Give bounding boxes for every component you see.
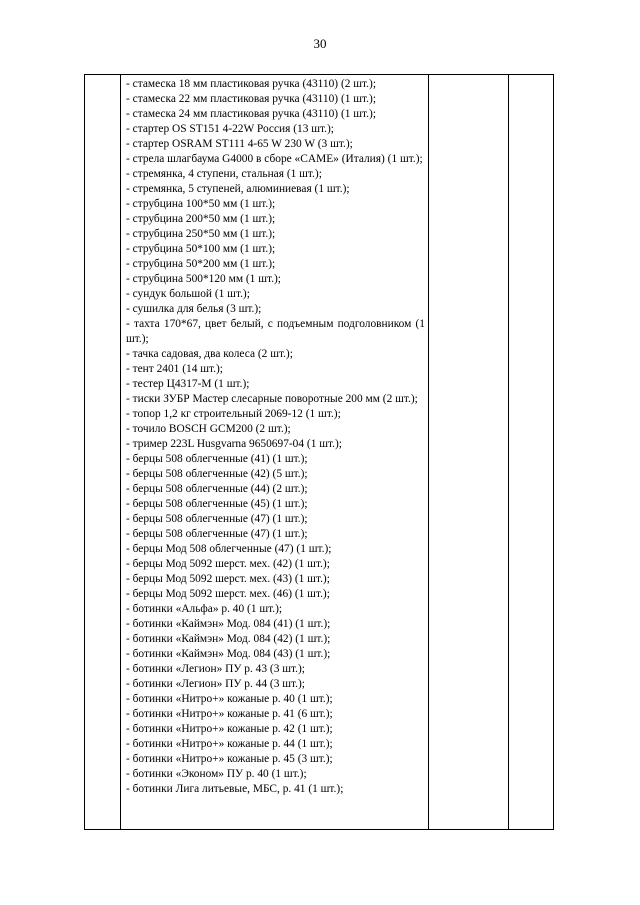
page-number: 30 [313,36,327,51]
list-item: - берцы 508 облегченные (41) (1 шт.); [126,453,308,465]
list-item: - струбцина 50*200 мм (1 шт.); [126,258,276,270]
table-column-empty-1 [429,75,509,829]
list-item: - стартер OSRAM ST111 4-65 W 230 W (3 шт.); [126,138,353,150]
list-item: - струбцина 200*50 мм (1 шт.); [126,213,276,225]
list-item: - берцы Мод 5092 шерст. мех. (43) (1 шт.); [126,573,330,585]
table-column-items [121,75,429,829]
list-item: - стамеска 24 мм пластиковая ручка (43110) (1 шт.); [126,108,376,120]
list-item: - берцы Мод 5092 шерст. мех. (42) (1 шт.); [126,558,330,570]
list-item: - ботинки «Каймэн» Мод. 084 (42) (1 шт.); [126,633,331,645]
list-item: - ботинки «Нитро+» кожаные р. 40 (1 шт.); [126,693,333,705]
list-item: - тачка садовая, два колеса (2 шт.); [126,348,293,360]
list-item: - берцы Мод 5092 шерст. мех. (46) (1 шт.); [126,588,330,600]
list-item: - берцы 508 облегченные (42) (5 шт.); [126,468,308,480]
list-item: - ботинки «Легион» ПУ р. 43 (3 шт.); [126,663,305,675]
inventory-table [84,74,554,830]
list-item: - ботинки «Каймэн» Мод. 084 (43) (1 шт.); [126,648,331,660]
list-item: - берцы 508 облегченные (47) (1 шт.); [126,513,308,525]
list-item: - стамеска 22 мм пластиковая ручка (43110) (1 шт.); [126,93,376,105]
list-item: - тент 2401 (14 шт.); [126,363,223,375]
list-item: - тестер Ц4317-М (1 шт.); [126,378,250,390]
table-column-number [85,75,121,829]
list-item: - сушилка для белья (3 шт.); [126,303,262,315]
list-item: - ботинки «Нитро+» кожаные р. 44 (1 шт.); [126,738,333,750]
list-item: - ботинки «Легион» ПУ р. 44 (3 шт.); [126,678,305,690]
list-item: - точило BOSCH GCM200 (2 шт.); [126,423,291,435]
list-item: - стамеска 18 мм пластиковая ручка (43110) (2 шт.); [126,78,376,90]
list-item: - берцы 508 облегченные (44) (2 шт.); [126,483,308,495]
list-item: - ботинки «Нитро+» кожаные р. 45 (3 шт.); [126,753,333,765]
list-item: - топор 1,2 кг строительный 2069-12 (1 шт.); [126,408,341,420]
list-item: - сундук большой (1 шт.); [126,288,250,300]
list-item: - ботинки «Каймэн» Мод. 084 (41) (1 шт.); [126,618,331,630]
list-item: - струбцина 500*120 мм (1 шт.); [126,273,281,285]
list-item: - ботинки «Эконом» ПУ р. 40 (1 шт.); [126,768,307,780]
list-item: - берцы Мод 508 облегченные (47) (1 шт.); [126,543,332,555]
list-item: - стрела шлагбаума G4000 в сборе «CAME» (Италия) (1 шт.); [126,153,423,165]
list-item: - струбцина 50*100 мм (1 шт.); [126,243,276,255]
list-item: - ботинки «Альфа» р. 40 (1 шт.); [126,603,283,615]
list-item: - тахта 170*67, цвет белый, с подъемным подголовником (1 шт.); [126,318,425,345]
list-item: - ботинки «Нитро+» кожаные р. 42 (1 шт.); [126,723,333,735]
list-item: - стартер OS ST151 4-22W Россия (13 шт.); [126,123,334,135]
list-item: - ботинки «Нитро+» кожаные р. 41 (6 шт.); [126,708,333,720]
list-item: - струбцина 100*50 мм (1 шт.); [126,198,276,210]
list-item: - тиски ЗУБР Мастер слесарные поворотные 200 мм (2 шт.); [126,393,418,405]
list-item: - тример 223L Husgvarna 9650697-04 (1 шт.); [126,438,342,450]
table-column-empty-2 [509,75,553,829]
list-item: - берцы 508 облегченные (45) (1 шт.); [126,498,308,510]
list-item: - стремянка, 4 ступени, стальная (1 шт.); [126,168,322,180]
list-item: - ботинки Лига литьевые, МБС, р. 41 (1 шт.); [126,783,344,795]
list-item: - берцы 508 облегченные (47) (1 шт.); [126,528,308,540]
list-item: - струбцина 250*50 мм (1 шт.); [126,228,276,240]
list-item: - стремянка, 5 ступеней, алюминиевая (1 шт.); [126,183,350,195]
